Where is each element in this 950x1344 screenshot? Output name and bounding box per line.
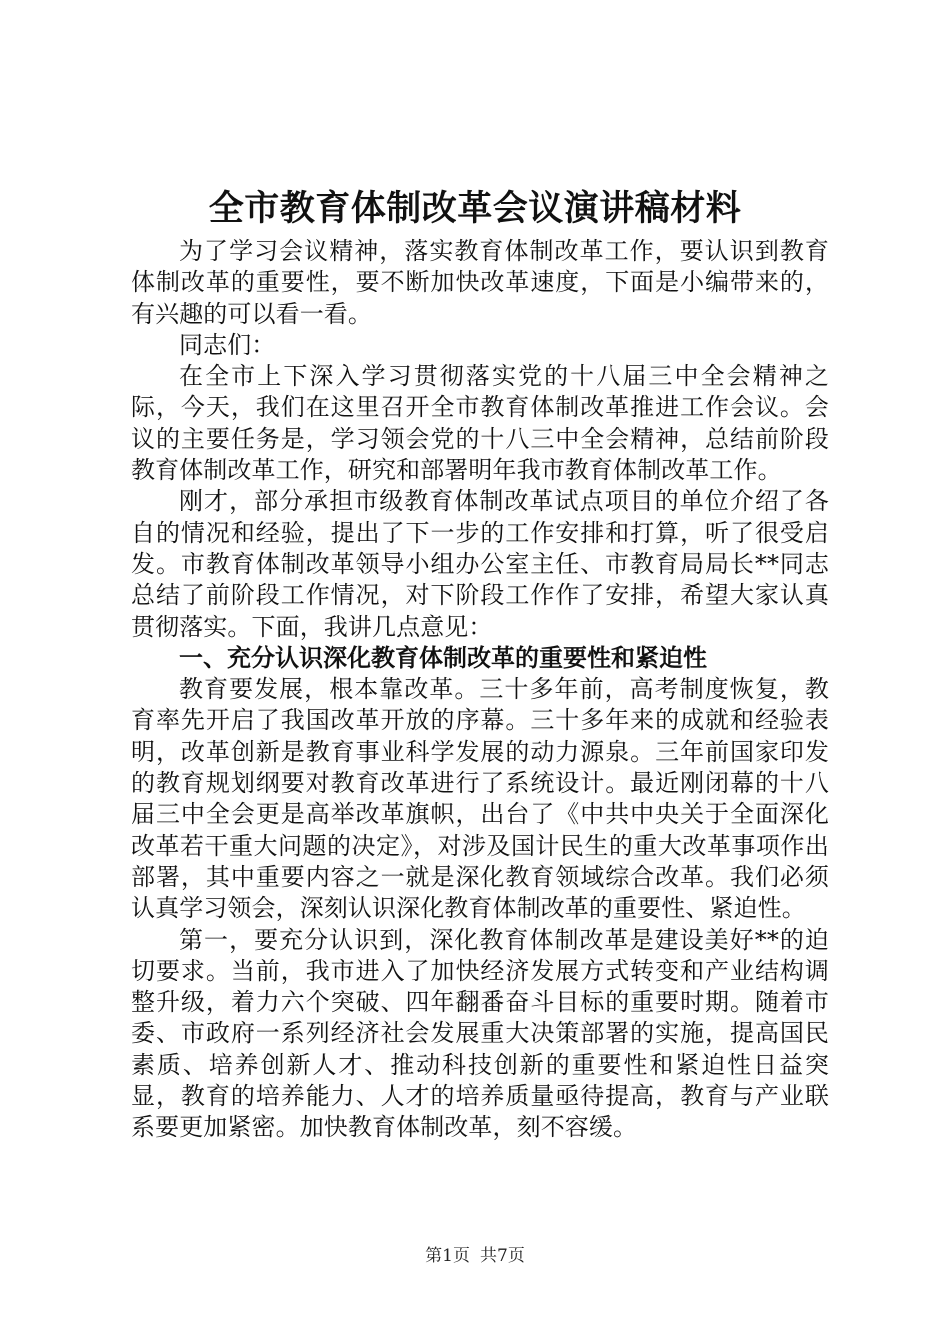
opening-paragraph: 在全市上下深入学习贯彻落实党的十八届三中全会精神之际，今天，我们在这里召开全市教育体制改革推进工作会议。会议的主要任务是，学习领会党的十八三中全会精神，总结前阶段教育体制改革工作，研究和部署明年我市教育体制改革工作。 [131, 362, 829, 485]
page-total: 共7页 [480, 1246, 525, 1266]
section-heading-1: 一、充分认识深化教育体制改革的重要性和紧迫性 [179, 643, 707, 672]
page-number: 第1页 [425, 1246, 470, 1266]
salutation: 同志们： [179, 330, 276, 359]
intro-paragraph: 为了学习会议精神，落实教育体制改革工作，要认识到教育体制改革的重要性，要不断加快改革速度，下面是小编带来的，有兴趣的可以看一看。 [131, 237, 829, 328]
summary-paragraph: 刚才，部分承担市级教育体制改革试点项目的单位介绍了各自的情况和经验，提出了下一步的工作安排和打算，听了很受启发。市教育体制改革领导小组办公室主任、市教育局局长**同志总结了前阶段工作情况，对下阶段工作作了安排，希望大家认真贯彻落实。下面，我讲几点意见： [131, 487, 829, 641]
section-1-paragraph-2: 第一，要充分认识到，深化教育体制改革是建设美好**的迫切要求。当前，我市进入了加快经济发展方式转变和产业结构调整升级，着力六个突破、四年翻番奋斗目标的重要时期。随着市委、市政府一系列经济社会发展重大决策部署的实施，提高国民素质、培养创新人才、推动科技创新的重要性和紧迫性日益突显，教育的培养能力、人才的培养质量亟待提高，教育与产业联系要更加紧密。加快教育体制改革，刻不容缓。 [131, 925, 829, 1142]
page-footer [0, 1245, 950, 1267]
document-title: 全市教育体制改革会议演讲稿材料 [208, 188, 742, 229]
document-body [131, 236, 829, 1144]
section-1-paragraph-1: 教育要发展，根本靠改革。三十多年前，高考制度恢复，教育率先开启了我国改革开放的序幕。三十多年来的成就和经验表明，改革创新是教育事业科学发展的动力源泉。三年前国家印发的教育规划纲要对教育改革进行了系统设计。最近刚闭幕的十八届三中全会更是高举改革旗帜，出台了《中共中央关于全面深化改革若干重大问题的决定》，对涉及国计民生的重大改革事项作出部署，其中重要内容之一就是深化教育领域综合改革。我们必须认真学习领会，深刻认识深化教育体制改革的重要性、紧迫性。 [131, 675, 829, 923]
